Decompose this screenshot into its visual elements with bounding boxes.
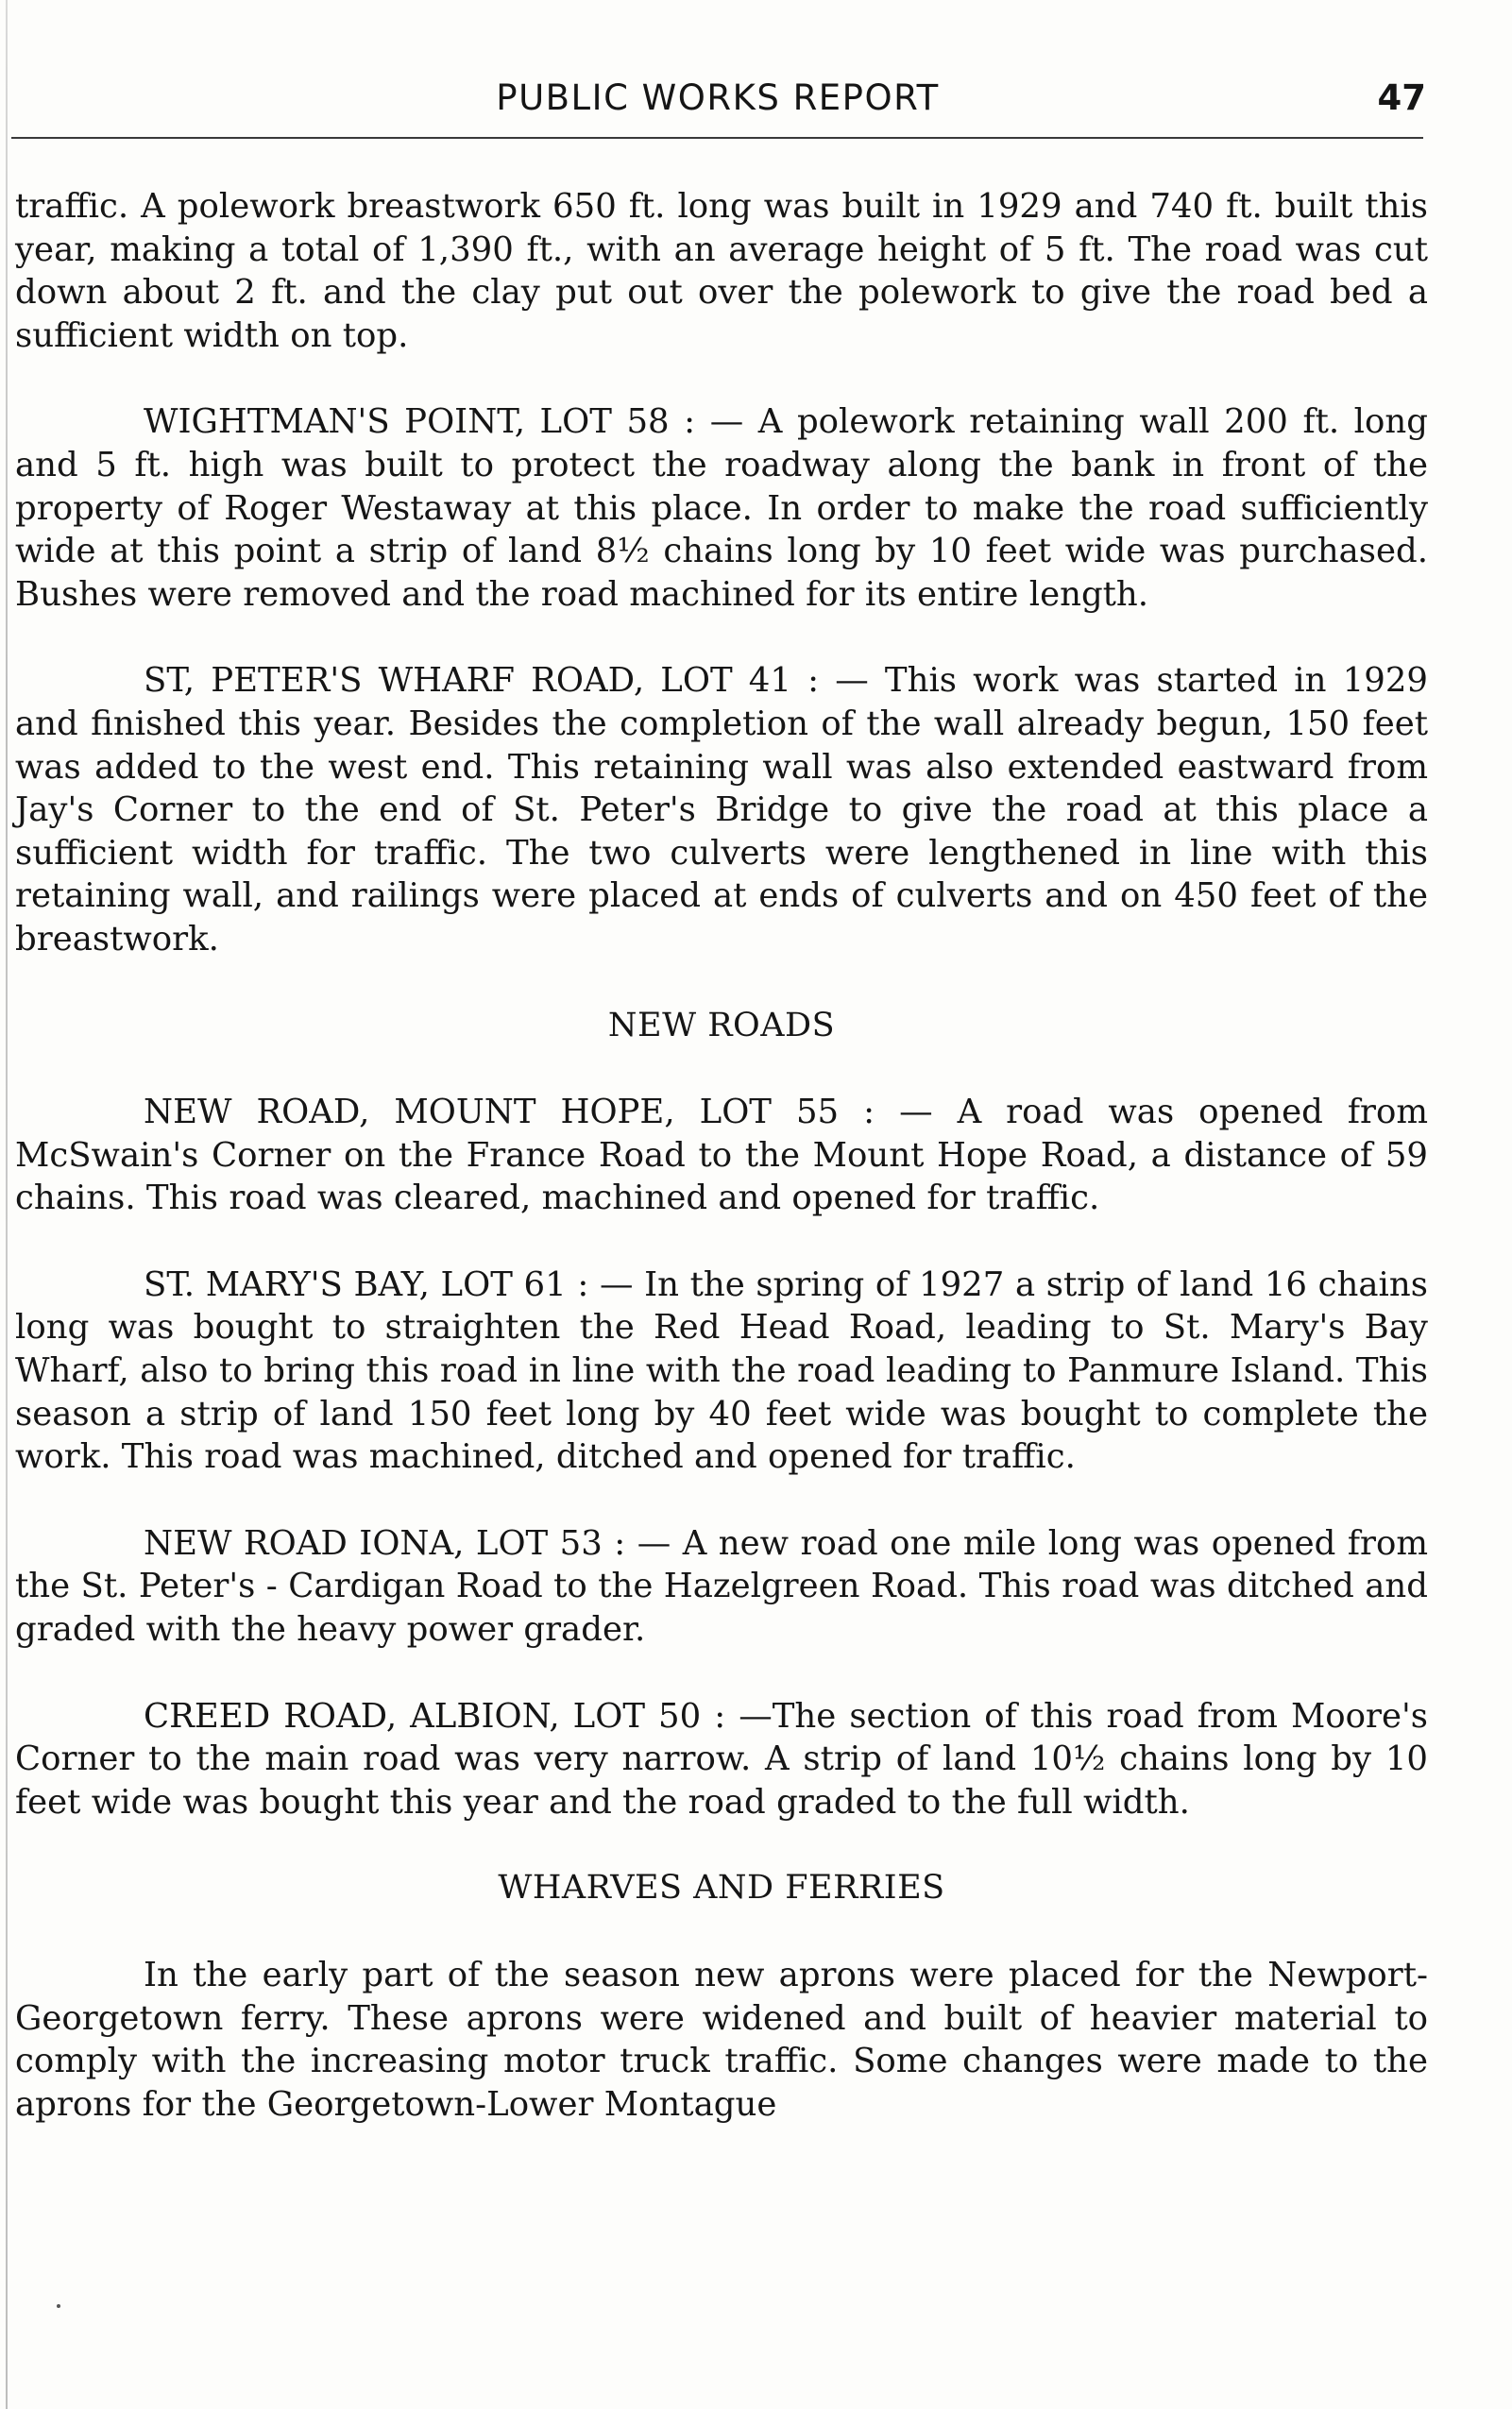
paragraph-creed-road — [15, 1695, 1428, 1824]
paragraph-wightmans-point — [15, 400, 1428, 616]
paragraph-text: — A polework retaining wall 200 ft. long and 5 ft. high was built to protect the roadway along the bank in front of the property of Roger Westaway at this place. In order to make the road sufficiently wide at this point a strip of land 8½ chains long by 10 feet wide was purchased. Bushes were removed and the road machined for its entire length. — [15, 402, 1428, 614]
running-title: PUBLIC WORKS REPORT — [496, 77, 940, 118]
print-speck — [57, 2304, 60, 2308]
paragraph-ferries — [15, 1954, 1428, 2126]
paragraph-text: — A new road one mile long was opened from the St. Peter's - Cardigan Road to the Hazelgreen Road. This road was ditched and graded with the heavy power grader. — [15, 1523, 1428, 1650]
paragraph-st-marys-bay — [15, 1264, 1428, 1479]
paragraph-text: — In the spring of 1927 a strip of land 16 chains long was bought to straighten the Red Head Road, leading to St. Mary's Bay Wharf, also to bring this road in line with the road leading to Panmure Island. This season a strip of land 150 feet long by 40 feet wide was bought to complete the work. This road was machined, ditched and opened for traffic. — [15, 1264, 1428, 1477]
paragraph-lead: NEW ROAD IONA, LOT 53 : — [144, 1523, 626, 1563]
paragraph-iona — [15, 1522, 1428, 1652]
paragraph-lead: CREED ROAD, ALBION, LOT 50 : — [144, 1696, 726, 1736]
page-number: 47 — [1377, 77, 1426, 118]
paragraph-text: In the early part of the season new aprons were placed for the Newport-Georgetown ferry. These aprons were widened and built of heavier material to comply with the increasing motor truck traffic. Some changes were made to the aprons for the Georgetown-Lower Montague — [15, 1956, 1428, 2124]
body-text — [15, 185, 1428, 2169]
paragraph-lead: WIGHTMAN'S POINT, LOT 58 : — [144, 402, 696, 442]
section-heading-new-roads: NEW ROADS — [607, 1006, 836, 1044]
paragraph-text: traffic. A polework breastwork 650 ft. long was built in 1929 and 740 ft. built this year, making a total of 1,390 ft., with an average height of 5 ft. The road was cut down about 2 ft. and the clay put out over the polework to give the road bed a sufficient width on top. — [15, 187, 1428, 355]
paragraph-lead: NEW ROAD, MOUNT HOPE, LOT 55 : — [144, 1093, 875, 1132]
paragraph-breastwork — [15, 185, 1428, 357]
paragraph-text: — A road was opened from McSwain's Corner on the France Road to the Mount Hope Road, a distance of 59 chains. This road was cleared, machined and opened for traffic. — [15, 1093, 1428, 1218]
paragraph-lead: ST. MARY'S BAY, LOT 61 : — [144, 1264, 589, 1304]
section-heading-wharves-ferries: WHARVES AND FERRIES — [498, 1869, 945, 1908]
paragraph-mount-hope — [15, 1091, 1428, 1220]
page-header — [0, 77, 1512, 134]
paragraph-text: — This work was started in 1929 and finished this year. Besides the completion of the wall already begun, 150 feet was added to the west end. This retaining wall was also extended eastward from Jay's Corner to the end of St. Peter's Bridge to give the road at this place a sufficient width for traffic. The two culverts were lengthened in line with this retaining wall, and railings were placed at ends of culverts and on 450 feet of the breastwork. — [15, 661, 1428, 959]
header-rule — [11, 137, 1423, 139]
page-binding-edge — [6, 0, 8, 2409]
paragraph-text: —The section of this road from Moore's Corner to the main road was very narrow. A strip of land 10½ chains long by 10 feet wide was bought this year and the road graded to the full width. — [15, 1696, 1429, 1822]
paragraph-st-peters-wharf-road — [15, 659, 1428, 960]
paragraph-lead: ST, PETER'S WHARF ROAD, LOT 41 : — [144, 661, 820, 701]
